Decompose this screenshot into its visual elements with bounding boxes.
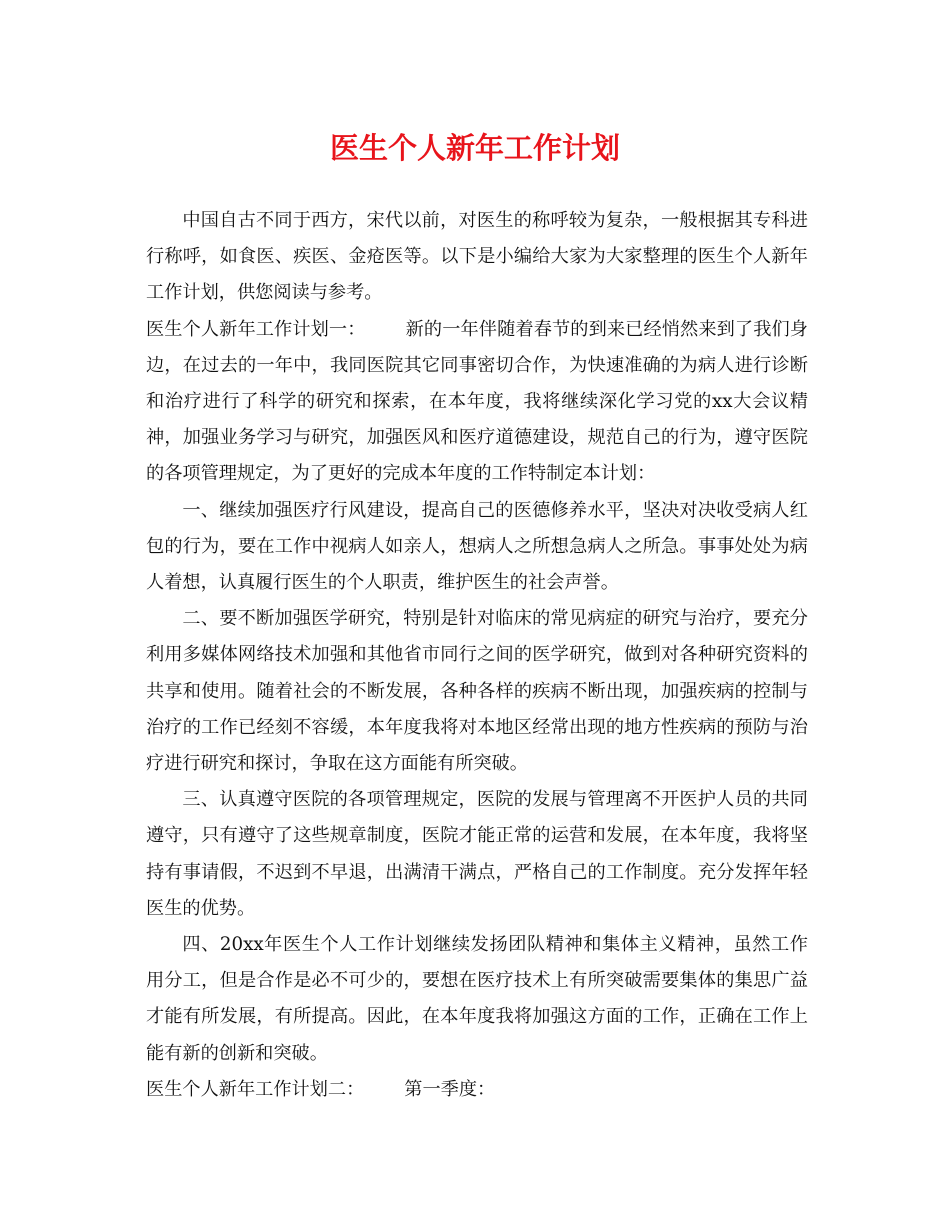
item-four-paragraph: 四、20xx年医生个人工作计划继续发扬团队精神和集体主义精神，虽然工作用分工，但是合作是必不可少的，要想在医疗技术上有所突破需要集体的集思广益才能有所发展，有所提高。因此，在本年度我将加强这方面的工作，正确在工作上能有新的创新和突破。 bbox=[146, 934, 808, 1064]
item-three-paragraph: 三、认真遵守医院的各项管理规定，医院的发展与管理离不开医护人员的共同遵守，只有遵守了这些规章制度，医院才能正常的运营和发展，在本年度，我将坚持有事请假，不迟到不早退，出满清干满点，严格自己的工作制度。充分发挥年轻医生的优势。 bbox=[146, 789, 808, 919]
plan-two-text: 第一季度： bbox=[404, 1078, 496, 1100]
item-two-paragraph: 二、要不断加强医学研究，特别是针对临床的常见病症的研究与治疗，要充分利用多媒体网络技术加强和其他省市同行之间的医学研究，做到对各种研究资料的共享和使用。随着社会的不断发展，各种各样的疾病不断出现，加强疾病的控制与治疗的工作已经刻不容缓，本年度我将对本地区经常出现的地方性疾病的预防与治疗进行研究和探讨，争取在这方面能有所突破。 bbox=[146, 608, 808, 775]
plan-one-paragraph bbox=[146, 312, 808, 493]
plan-two-paragraph bbox=[146, 1072, 808, 1108]
plan-two-heading: 医生个人新年工作计划二： bbox=[146, 1078, 365, 1100]
item-one-paragraph: 一、继续加强医疗行风建设，提高自己的医德修养水平，坚决对决收受病人红包的行为，要在工作中视病人如亲人，想病人之所想急病人之所急。事事处处为病人着想，认真履行医生的个人职责，维护医生的社会声誉。 bbox=[146, 499, 808, 594]
document-body bbox=[146, 203, 808, 1108]
plan-one-text: 新的一年伴随着春节的到来已经悄然来到了我们身边，在过去的一年中，我同医院其它同事密切合作，为快速准确的为病人进行诊断和治疗进行了科学的研究和探索，在本年度，我将继续深化学习党的xx大会议精神，加强业务学习与研究，加强医风和医疗道德建设，规范自己的行为，遵守医院的各项管理规定，为了更好的完成本年度的工作特制定本计划： bbox=[146, 318, 808, 485]
document-title: 医生个人新年工作计划 bbox=[329, 131, 620, 165]
plan-one-heading: 医生个人新年工作计划一： bbox=[146, 318, 366, 340]
intro-paragraph: 中国自古不同于西方，宋代以前，对医生的称呼较为复杂，一般根据其专科进行称呼，如食医、疾医、金疮医等。以下是小编给大家为大家整理的医生个人新年工作计划，供您阅读与参考。 bbox=[146, 210, 808, 304]
